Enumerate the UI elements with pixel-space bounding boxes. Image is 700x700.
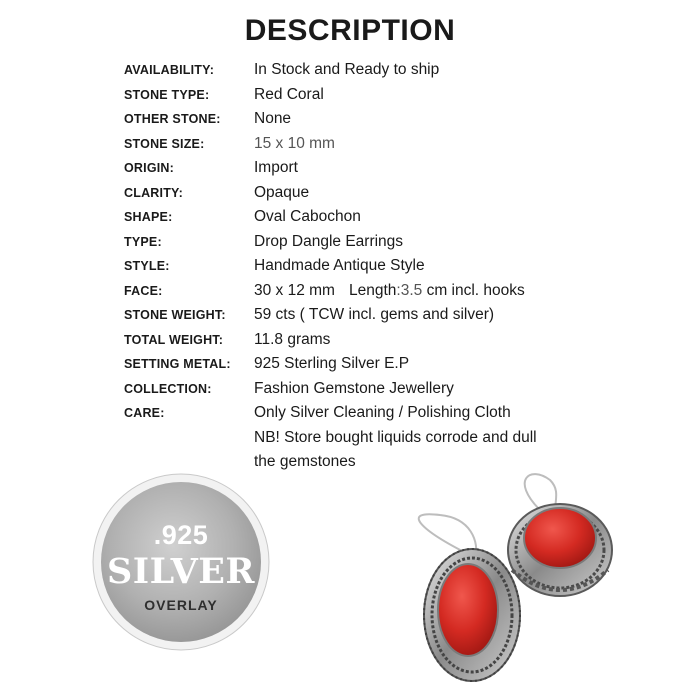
spec-value: 925 Sterling Silver E.P [254, 355, 410, 373]
spec-collection [124, 377, 684, 402]
care-note-line [124, 426, 684, 451]
spec-total-weight [124, 328, 684, 353]
face-length-label: Length [348, 281, 397, 299]
face-length-value: :3.5 [396, 281, 423, 299]
spec-value: 59 cts ( TCW incl. gems and silver) [254, 306, 495, 324]
spec-value: Only Silver Cleaning / Polishing Cloth [254, 404, 511, 422]
spec-value: 11.8 grams [254, 330, 331, 348]
earrings-illustration [380, 470, 640, 695]
face-size: 30 x 12 mm [254, 281, 335, 299]
spec-label: COLLECTION: [124, 381, 212, 396]
badge-silver: SILVER [106, 551, 256, 592]
spec-origin [124, 156, 684, 181]
badge-purity: .925 [153, 520, 209, 550]
spec-face [124, 279, 684, 304]
spec-value: Drop Dangle Earrings [254, 232, 404, 250]
spec-value: Import [254, 159, 298, 177]
spec-label: TYPE: [124, 234, 162, 249]
spec-availability [124, 58, 684, 83]
spec-style [124, 254, 684, 279]
spec-value: 15 x 10 mm [254, 134, 335, 152]
spec-label: STONE SIZE: [124, 136, 205, 151]
silver-overlay-badge [92, 473, 270, 651]
spec-label: CLARITY: [124, 185, 183, 200]
spec-clarity [124, 181, 684, 206]
spec-type [124, 230, 684, 255]
spec-value: Opaque [254, 183, 310, 201]
spec-value: Handmade Antique Style [254, 257, 425, 275]
face-length-suffix: cm incl. hooks [426, 281, 525, 299]
spec-label: CARE: [124, 406, 165, 421]
spec-value: Oval Cabochon [254, 208, 361, 226]
spec-label: STONE TYPE: [124, 87, 210, 102]
spec-label: TOTAL WEIGHT: [124, 332, 224, 347]
earring-front [424, 549, 520, 681]
spec-setting-metal [124, 352, 684, 377]
spec-value: In Stock and Ready to ship [254, 61, 440, 79]
spec-stone-size [124, 132, 684, 157]
spec-value: None [254, 110, 292, 128]
spec-label: AVAILABILITY: [124, 63, 215, 78]
spec-other-stone [124, 107, 684, 132]
care-note: NB! Store bought liquids corrode and dull [254, 428, 537, 446]
spec-label: STYLE: [124, 259, 170, 274]
spec-label: SETTING METAL: [124, 357, 231, 372]
spec-label: SHAPE: [124, 210, 173, 225]
spec-label: OTHER STONE: [124, 112, 221, 127]
spec-shape [124, 205, 684, 230]
earrings-image [380, 470, 640, 695]
spec-value-face [254, 282, 525, 300]
page-title: DESCRIPTION [244, 14, 456, 47]
badge-overlay: OVERLAY [144, 597, 218, 613]
spec-list [124, 58, 684, 475]
spec-label: STONE WEIGHT: [124, 308, 226, 323]
spec-stone-weight [124, 303, 684, 328]
spec-stone-type [124, 83, 684, 108]
spec-value: Red Coral [254, 85, 324, 103]
earring-back [508, 504, 612, 596]
spec-label: FACE: [124, 283, 163, 298]
care-note: the gemstones [254, 453, 356, 471]
spec-value: Fashion Gemstone Jewellery [254, 379, 454, 397]
spec-label: ORIGIN: [124, 161, 175, 176]
spec-care [124, 401, 684, 426]
